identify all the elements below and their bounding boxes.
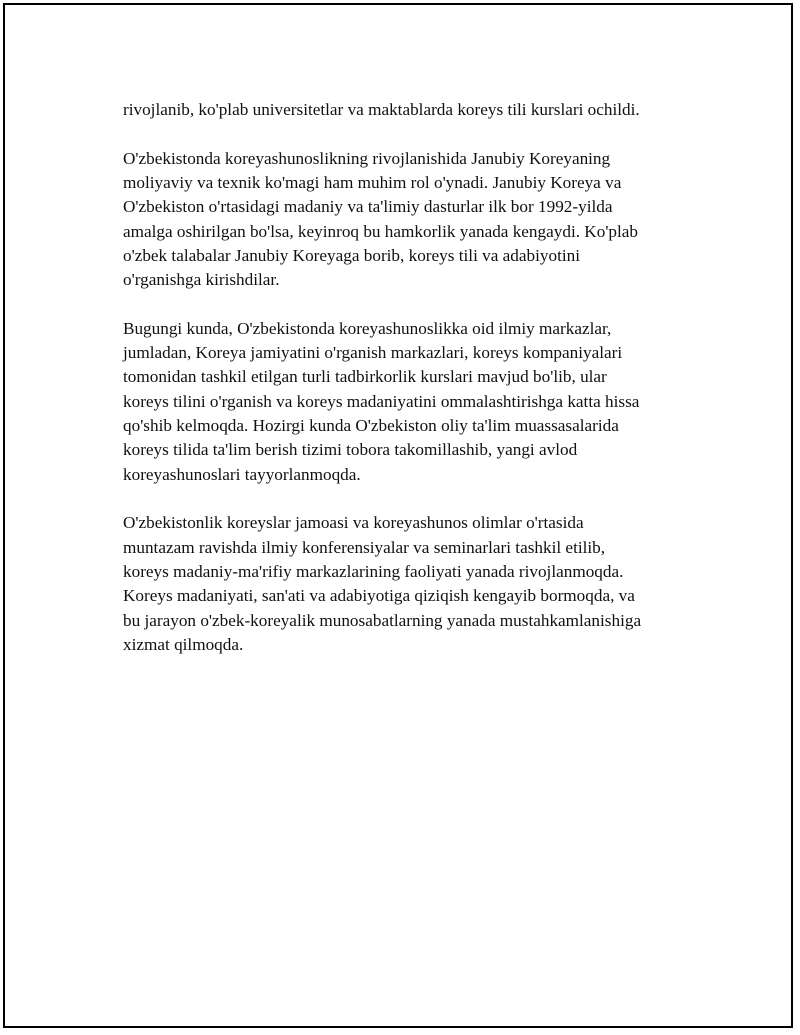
text-line: bu jarayon o'zbek-koreyalik munosabatlarning yanada mustahkamlanishiga bbox=[123, 610, 642, 630]
text-line: koreys tilida ta'lim berish tizimi tobora takomillashib, yangi avlod bbox=[123, 440, 578, 460]
text-line: tomonidan tashkil etilgan turli tadbirkorlik kurslari mavjud bo'lib, ular bbox=[123, 367, 607, 387]
text-line: xizmat qilmoqda. bbox=[123, 634, 244, 654]
text-line: O'zbekistonlik koreyslar jamoasi va koreyashunos olimlar o'rtasida bbox=[123, 513, 584, 533]
text-line: amalga oshirilgan bo'lsa, keyinroq bu hamkorlik yanada kengaydi. Ko'plab bbox=[123, 221, 639, 241]
text-line: Koreys madaniyati, san'ati va adabiyotiga qiziqish kengayib bormoqda, va bbox=[123, 586, 635, 606]
paragraph-1 bbox=[123, 98, 683, 122]
text-line: o'rganishga kirishdilar. bbox=[123, 270, 280, 290]
text-line: o'zbek talabalar Janubiy Koreyaga borib, koreys tili va adabiyotini bbox=[123, 245, 580, 265]
text-line: rivojlanib, ko'plab universitetlar va maktablarda koreys tili kurslari ochildi. bbox=[123, 100, 640, 119]
text-line: koreyashunoslari tayyorlanmoqda. bbox=[123, 464, 361, 484]
text-line: muntazam ravishda ilmiy konferensiyalar va seminarlari tashkil etilib, bbox=[123, 537, 606, 557]
text-line: koreys madaniy-ma'rifiy markazlarining faoliyati yanada rivojlanmoqda. bbox=[123, 561, 624, 581]
text-line: qo'shib kelmoqda. Hozirgi kunda O'zbekiston oliy ta'lim muassasalarida bbox=[123, 416, 619, 436]
paragraph-4 bbox=[123, 511, 683, 657]
text-line: O'zbekiston o'rtasidagi madaniy va ta'limiy dasturlar ilk bor 1992-yilda bbox=[123, 197, 613, 217]
paragraph-2 bbox=[123, 147, 683, 293]
page-frame bbox=[3, 3, 793, 1028]
text-line: Bugungi kunda, O'zbekistonda koreyashunoslikka oid ilmiy markazlar, bbox=[123, 318, 612, 338]
text-line: moliyaviy va texnik ko'magi ham muhim rol o'ynadi. Janubiy Koreya va bbox=[123, 172, 622, 192]
paragraph-3 bbox=[123, 317, 683, 487]
text-line: koreys tilini o'rganish va koreys madaniyatini ommalashtirishga katta hissa bbox=[123, 391, 640, 411]
text-line: jumladan, Koreya jamiyatini o'rganish markazlari, koreys kompaniyalari bbox=[123, 343, 623, 363]
text-line: O'zbekistonda koreyashunoslikning rivojlanishida Janubiy Koreyaning bbox=[123, 148, 611, 168]
document-body bbox=[123, 98, 683, 682]
